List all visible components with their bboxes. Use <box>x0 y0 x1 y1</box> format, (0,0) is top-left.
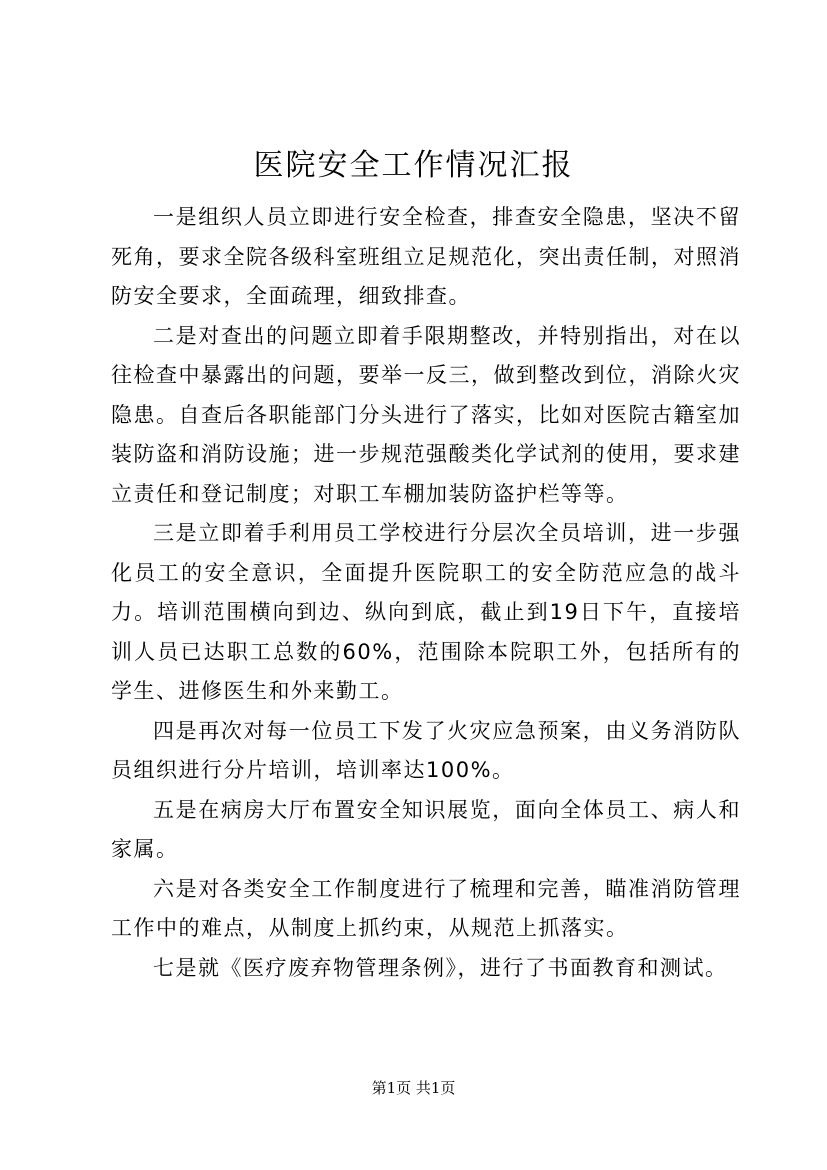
paragraph-2: 二是对查出的问题立即着手限期整改，并特别指出，对在以往检查中暴露出的问题，要举一反三，做到整改到位，消除火灾隐患。自查后各职能部门分头进行了落实，比如对医院古籍室加装防盗和消防设施；进一步规范强酸类化学试剂的使用，要求建立责任和登记制度；对职工车棚加装防盗护栏等等。 <box>111 323 741 506</box>
paragraph-3: 三是立即着手利用员工学校进行分层次全员培训，进一步强化员工的安全意识，全面提升医院职工的安全防范应急的战斗力。培训范围横向到边、纵向到底，截止到19日下午，直接培训人员已达职工总数的60%，范围除本院职工外，包括所有的学生、进修医生和外来勤工。 <box>111 521 741 703</box>
paragraph-6: 六是对各类安全工作制度进行了梳理和完善，瞄准消防管理工作中的难点，从制度上抓约束，从规范上抓落实。 <box>111 876 741 940</box>
paragraph-4: 四是再次对每一位员工下发了火灾应急预案，由义务消防队员组织进行分片培训，培训率达100%。 <box>111 718 741 782</box>
document-body <box>111 198 741 988</box>
paragraph-7: 七是就《医疗废弃物管理条例》，进行了书面教育和测试。 <box>153 955 728 980</box>
paragraph-5: 五是在病房大厅布置安全知识展览，面向全体员工、病人和家属。 <box>111 797 741 861</box>
page-footer: 第1页 共1页 <box>371 1079 456 1097</box>
paragraph-1: 一是组织人员立即进行安全检查，排查安全隐患，坚决不留死角，要求全院各级科室班组立足规范化，突出责任制，对照消防安全要求，全面疏理，细致排查。 <box>111 205 741 308</box>
document-title: 医院安全工作情况汇报 <box>253 148 574 183</box>
